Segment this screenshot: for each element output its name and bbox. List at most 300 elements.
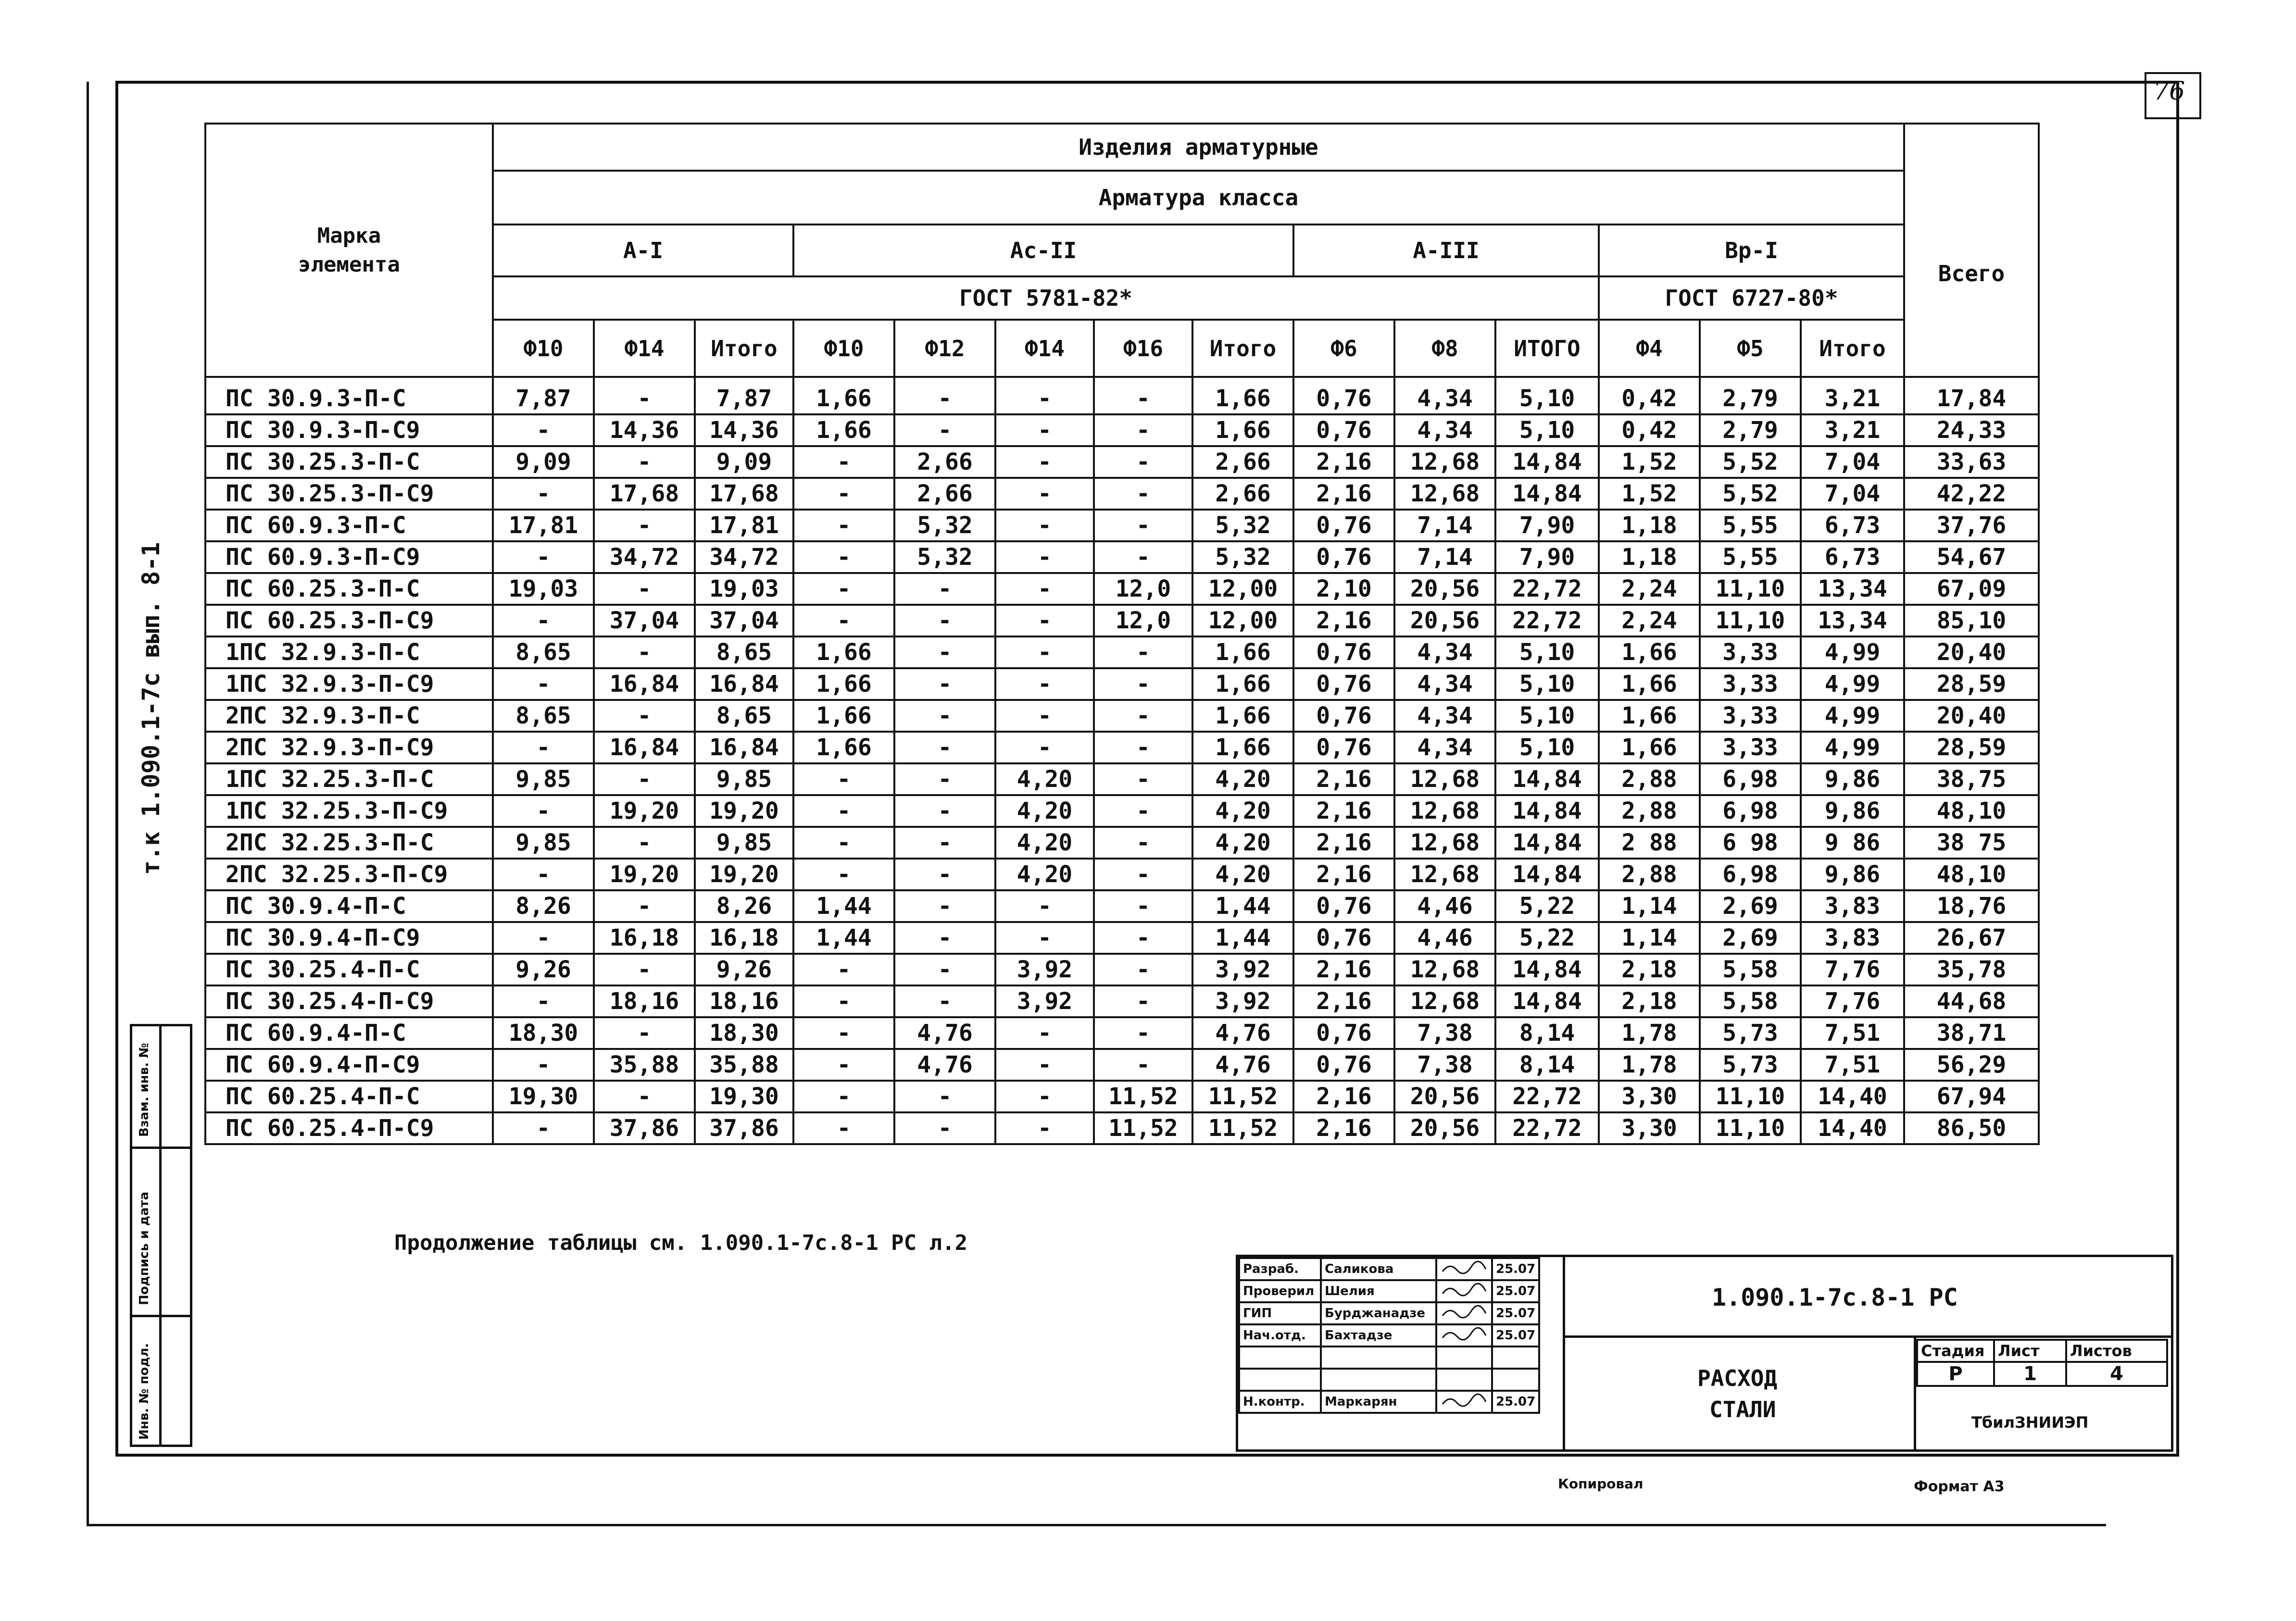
- table-cell: 12,68: [1394, 859, 1495, 890]
- table-cell: -: [894, 890, 995, 922]
- table-cell: 7,90: [1495, 541, 1599, 573]
- table-cell: 20,56: [1394, 573, 1495, 605]
- table-cell: 24,33: [1904, 414, 2039, 446]
- table-cell: 1,66: [1192, 414, 1293, 446]
- table-cell: -: [1094, 1017, 1192, 1049]
- table-cell: 5,10: [1495, 700, 1599, 732]
- table-cell: -: [493, 732, 594, 763]
- table-cell: 4,46: [1394, 922, 1495, 954]
- table-cell: 16,18: [695, 922, 793, 954]
- col-header: Ф10: [793, 320, 894, 377]
- table-cell: 0,76: [1293, 377, 1394, 414]
- col-header: Итого: [1192, 320, 1293, 377]
- table-cell: 13,34: [1801, 605, 1904, 636]
- signature-role: [1239, 1369, 1321, 1391]
- table-cell: 37,04: [695, 605, 793, 636]
- table-cell: 0,76: [1293, 922, 1394, 954]
- table-cell: -: [594, 573, 695, 605]
- table-cell: -: [493, 541, 594, 573]
- table-cell: 3,33: [1700, 700, 1801, 732]
- signature-sign: [1436, 1258, 1492, 1280]
- table-cell: -: [1094, 636, 1192, 668]
- table-cell: 34,72: [695, 541, 793, 573]
- table-cell: -: [793, 541, 894, 573]
- table-cell: -: [594, 1017, 695, 1049]
- element-mark: 1ПС 32.25.3-П-С9: [205, 795, 493, 827]
- table-cell: 18,16: [594, 985, 695, 1017]
- table-cell: 20,56: [1394, 1081, 1495, 1112]
- table-cell: 5,32: [1192, 510, 1293, 541]
- table-cell: 85,10: [1904, 605, 2039, 636]
- table-cell: 19,03: [695, 573, 793, 605]
- table-cell: 19,20: [594, 795, 695, 827]
- signature-role: Нач.отд.: [1239, 1324, 1321, 1347]
- table-row: [205, 985, 2039, 1017]
- element-mark: ПС 30.9.4-П-С9: [205, 922, 493, 954]
- table-cell: 19,20: [695, 795, 793, 827]
- table-cell: 9,85: [695, 763, 793, 795]
- table-cell: 14,84: [1495, 446, 1599, 478]
- table-cell: 3,33: [1700, 732, 1801, 763]
- table-cell: 2,10: [1293, 573, 1394, 605]
- table-cell: -: [894, 700, 995, 732]
- table-cell: 2,16: [1293, 1112, 1394, 1144]
- table-cell: 9 86: [1801, 827, 1904, 859]
- table-cell: 1,66: [1192, 732, 1293, 763]
- table-cell: 7,14: [1394, 510, 1495, 541]
- table-cell: 14,84: [1495, 763, 1599, 795]
- signature-date: 25.07: [1492, 1258, 1539, 1280]
- table-cell: 7,90: [1495, 510, 1599, 541]
- table-cell: 4,20: [995, 763, 1094, 795]
- element-mark: ПС 60.9.4-П-С: [205, 1017, 493, 1049]
- table-cell: -: [1094, 700, 1192, 732]
- element-mark: ПС 60.9.3-П-С9: [205, 541, 493, 573]
- table-cell: 1,66: [1192, 700, 1293, 732]
- table-cell: -: [594, 510, 695, 541]
- signature-row: [1239, 1369, 1539, 1391]
- table-cell: 12,00: [1192, 573, 1293, 605]
- table-cell: -: [594, 446, 695, 478]
- element-mark: ПС 30.25.4-П-С: [205, 954, 493, 985]
- table-row: [205, 732, 2039, 763]
- table-cell: -: [894, 795, 995, 827]
- table-cell: 7,04: [1801, 478, 1904, 510]
- table-cell: -: [793, 985, 894, 1017]
- table-cell: 37,86: [695, 1112, 793, 1144]
- table-cell: -: [894, 827, 995, 859]
- table-cell: 1,44: [1192, 922, 1293, 954]
- signature-date: 25.07: [1492, 1280, 1539, 1302]
- element-mark: 2ПС 32.9.3-П-С9: [205, 732, 493, 763]
- element-mark: ПС 30.25.3-П-С: [205, 446, 493, 478]
- class-vr1: Вр-I: [1599, 224, 1904, 276]
- table-cell: -: [594, 954, 695, 985]
- table-cell: 5,73: [1700, 1049, 1801, 1081]
- table-cell: -: [1094, 1049, 1192, 1081]
- table-cell: 0,42: [1599, 414, 1700, 446]
- table-cell: 16,84: [594, 668, 695, 700]
- signatures-table: [1238, 1257, 1540, 1414]
- table-cell: -: [793, 478, 894, 510]
- table-cell: 7,51: [1801, 1049, 1904, 1081]
- table-cell: 3,83: [1801, 922, 1904, 954]
- table-cell: -: [995, 377, 1094, 414]
- table-cell: 4,20: [1192, 763, 1293, 795]
- table-cell: 16,18: [594, 922, 695, 954]
- table-cell: 17,68: [594, 478, 695, 510]
- table-cell: 67,94: [1904, 1081, 2039, 1112]
- table-cell: 4,20: [995, 795, 1094, 827]
- stage-value: Р: [1917, 1362, 1994, 1386]
- table-cell: 2,16: [1293, 954, 1394, 985]
- table-cell: 4,20: [995, 827, 1094, 859]
- table-cell: 3,21: [1801, 414, 1904, 446]
- table-cell: -: [894, 922, 995, 954]
- table-cell: 1,66: [1192, 377, 1293, 414]
- table-cell: 18,76: [1904, 890, 2039, 922]
- table-cell: 5,58: [1700, 985, 1801, 1017]
- outer-left-line: [87, 82, 89, 1524]
- table-row: [205, 922, 2039, 954]
- table-cell: 4,20: [1192, 795, 1293, 827]
- col-header: Ф10: [493, 320, 594, 377]
- signature-date: 25.07: [1492, 1324, 1539, 1347]
- table-cell: 4,76: [1192, 1017, 1293, 1049]
- table-cell: 3,30: [1599, 1081, 1700, 1112]
- signature-row: [1239, 1324, 1539, 1347]
- table-cell: 2,18: [1599, 954, 1700, 985]
- table-row: [205, 636, 2039, 668]
- element-mark: 2ПС 32.25.3-П-С9: [205, 859, 493, 890]
- table-cell: -: [995, 732, 1094, 763]
- table-cell: 9,86: [1801, 795, 1904, 827]
- col-header: Итого: [695, 320, 793, 377]
- table-cell: 11,10: [1700, 573, 1801, 605]
- table-cell: -: [493, 859, 594, 890]
- table-cell: 0,76: [1293, 414, 1394, 446]
- element-mark: 1ПС 32.25.3-П-С: [205, 763, 493, 795]
- table-cell: 19,20: [695, 859, 793, 890]
- table-cell: -: [894, 636, 995, 668]
- table-cell: 2,88: [1599, 859, 1700, 890]
- signature-role: Н.контр.: [1239, 1391, 1321, 1413]
- table-cell: 12,68: [1394, 478, 1495, 510]
- table-cell: -: [894, 763, 995, 795]
- table-cell: 6,73: [1801, 510, 1904, 541]
- table-cell: -: [594, 377, 695, 414]
- table-cell: 5,55: [1700, 510, 1801, 541]
- table-cell: -: [894, 668, 995, 700]
- table-cell: 37,76: [1904, 510, 2039, 541]
- table-cell: -: [493, 795, 594, 827]
- table-cell: 3,33: [1700, 636, 1801, 668]
- table-cell: -: [1094, 377, 1192, 414]
- table-cell: 20,40: [1904, 636, 2039, 668]
- table-cell: -: [894, 377, 995, 414]
- table-cell: -: [995, 700, 1094, 732]
- table-cell: 19,03: [493, 573, 594, 605]
- table-cell: 1,66: [1599, 700, 1700, 732]
- table-cell: 2,16: [1293, 827, 1394, 859]
- table-cell: 8,65: [493, 636, 594, 668]
- table-cell: -: [995, 1017, 1094, 1049]
- table-cell: -: [793, 795, 894, 827]
- table-cell: 11,10: [1700, 1081, 1801, 1112]
- table-cell: 2,66: [894, 478, 995, 510]
- element-mark: 2ПС 32.25.3-П-С: [205, 827, 493, 859]
- signature-sign: [1436, 1391, 1492, 1413]
- table-cell: 14,84: [1495, 795, 1599, 827]
- table-cell: 8,26: [493, 890, 594, 922]
- table-cell: -: [594, 1081, 695, 1112]
- table-row: [205, 1112, 2039, 1144]
- class-as2: Ас-II: [793, 224, 1293, 276]
- signature-sign: [1436, 1302, 1492, 1324]
- table-cell: -: [995, 573, 1094, 605]
- header-total: Всего: [1904, 171, 2039, 377]
- table-cell: -: [995, 541, 1094, 573]
- stage-label: Стадия: [1917, 1340, 1994, 1362]
- table-cell: -: [493, 1049, 594, 1081]
- table-cell: 5,10: [1495, 732, 1599, 763]
- title-hline-1: [1563, 1335, 2173, 1338]
- table-cell: 4,76: [894, 1049, 995, 1081]
- table-cell: 86,50: [1904, 1112, 2039, 1144]
- element-mark: 1ПС 32.9.3-П-С: [205, 636, 493, 668]
- class-a1: А-I: [493, 224, 793, 276]
- table-cell: -: [793, 1112, 894, 1144]
- table-cell: -: [1094, 795, 1192, 827]
- table-cell: 9,85: [695, 827, 793, 859]
- table-cell: 1,78: [1599, 1017, 1700, 1049]
- table-cell: -: [894, 1081, 995, 1112]
- col-header: Ф4: [1599, 320, 1700, 377]
- table-cell: 12,68: [1394, 954, 1495, 985]
- table-cell: 13,34: [1801, 573, 1904, 605]
- table-cell: 12,68: [1394, 985, 1495, 1017]
- table-cell: 19,30: [493, 1081, 594, 1112]
- table-cell: -: [894, 1112, 995, 1144]
- table-cell: 22,72: [1495, 573, 1599, 605]
- signature-row: [1239, 1391, 1539, 1413]
- table-cell: -: [793, 446, 894, 478]
- table-cell: 6,98: [1700, 795, 1801, 827]
- table-cell: 0,76: [1293, 1049, 1394, 1081]
- table-cell: -: [995, 1112, 1094, 1144]
- element-mark: ПС 60.25.3-П-С: [205, 573, 493, 605]
- signature-role: [1239, 1347, 1321, 1369]
- title-vline-1: [1563, 1257, 1565, 1449]
- table-cell: 1,66: [793, 414, 894, 446]
- table-cell: 14,36: [594, 414, 695, 446]
- table-cell: 4,20: [995, 859, 1094, 890]
- organization: ТбилЗНИИЭП: [1971, 1413, 2089, 1432]
- table-cell: -: [995, 414, 1094, 446]
- table-cell: 5,52: [1700, 446, 1801, 478]
- table-cell: 18,30: [695, 1017, 793, 1049]
- steel-consumption-table: [204, 123, 2040, 1145]
- table-cell: 11,52: [1094, 1112, 1192, 1144]
- element-mark: ПС 30.9.3-П-С9: [205, 414, 493, 446]
- table-cell: -: [894, 732, 995, 763]
- gost-5781: ГОСТ 5781-82*: [493, 276, 1599, 320]
- table-cell: -: [793, 1017, 894, 1049]
- col-header: Ф14: [594, 320, 695, 377]
- table-cell: -: [995, 446, 1094, 478]
- table-cell: 4,20: [1192, 827, 1293, 859]
- table-cell: 9,26: [493, 954, 594, 985]
- table-cell: -: [493, 414, 594, 446]
- table-cell: 26,67: [1904, 922, 2039, 954]
- table-cell: 8,65: [493, 700, 594, 732]
- table-cell: -: [1094, 922, 1192, 954]
- element-mark: ПС 60.9.3-П-С: [205, 510, 493, 541]
- table-cell: 5,55: [1700, 541, 1801, 573]
- sheets-value: 4: [2066, 1362, 2167, 1386]
- table-cell: 20,56: [1394, 605, 1495, 636]
- col-header: Ф8: [1394, 320, 1495, 377]
- table-cell: 1,66: [793, 636, 894, 668]
- doc-title-1: РАСХОД: [1697, 1365, 1778, 1391]
- doc-code: 1.090.1-7с.8-1 РС: [1712, 1284, 1958, 1311]
- table-cell: 56,29: [1904, 1049, 2039, 1081]
- table-cell: -: [1094, 478, 1192, 510]
- table-cell: -: [1094, 859, 1192, 890]
- table-cell: 2,16: [1293, 985, 1394, 1017]
- table-cell: -: [1094, 890, 1192, 922]
- table-cell: 2,16: [1293, 763, 1394, 795]
- table-cell: -: [995, 1081, 1094, 1112]
- table-cell: 2,24: [1599, 573, 1700, 605]
- table-cell: 2,88: [1599, 763, 1700, 795]
- table-cell: 22,72: [1495, 605, 1599, 636]
- table-cell: -: [995, 1049, 1094, 1081]
- col-header: ИТОГО: [1495, 320, 1599, 377]
- signature-name: [1321, 1347, 1436, 1369]
- table-cell: 5,32: [1192, 541, 1293, 573]
- table-cell: 1,66: [1192, 668, 1293, 700]
- stage-table: [1916, 1339, 2168, 1387]
- table-cell: 4,34: [1394, 636, 1495, 668]
- table-cell: 2,88: [1599, 795, 1700, 827]
- table-cell: 4,99: [1801, 636, 1904, 668]
- table-cell: 16,84: [695, 668, 793, 700]
- table-cell: 3,33: [1700, 668, 1801, 700]
- table-cell: 12,68: [1394, 827, 1495, 859]
- table-cell: 11,10: [1700, 605, 1801, 636]
- table-cell: 5,22: [1495, 890, 1599, 922]
- table-cell: 8,14: [1495, 1017, 1599, 1049]
- element-mark: ПС 60.25.3-П-С9: [205, 605, 493, 636]
- table-cell: 48,10: [1904, 859, 2039, 890]
- table-cell: -: [1094, 446, 1192, 478]
- table-row: [205, 795, 2039, 827]
- table-cell: -: [793, 859, 894, 890]
- table-row: [205, 605, 2039, 636]
- table-cell: 5,10: [1495, 668, 1599, 700]
- table-cell: 2,79: [1700, 377, 1801, 414]
- table-row: [205, 890, 2039, 922]
- table-cell: 12,0: [1094, 605, 1192, 636]
- table-cell: 7,14: [1394, 541, 1495, 573]
- table-cell: -: [995, 478, 1094, 510]
- table-cell: 17,68: [695, 478, 793, 510]
- table-cell: 1,78: [1599, 1049, 1700, 1081]
- table-cell: -: [493, 668, 594, 700]
- table-cell: 19,20: [594, 859, 695, 890]
- signature-role: Проверил: [1239, 1280, 1321, 1302]
- table-cell: -: [995, 890, 1094, 922]
- table-row: [205, 700, 2039, 732]
- table-cell: 9,86: [1801, 859, 1904, 890]
- table-cell: 12,68: [1394, 763, 1495, 795]
- table-cell: 4,34: [1394, 414, 1495, 446]
- element-mark: 1ПС 32.9.3-П-С9: [205, 668, 493, 700]
- element-mark: ПС 30.9.3-П-С: [205, 377, 493, 414]
- table-cell: -: [894, 414, 995, 446]
- table-cell: 16,84: [594, 732, 695, 763]
- table-cell: 0,76: [1293, 510, 1394, 541]
- signature-sign: [1436, 1280, 1492, 1302]
- table-body: [205, 377, 2039, 1144]
- table-cell: 67,09: [1904, 573, 2039, 605]
- signature-date: [1492, 1347, 1539, 1369]
- table-cell: 6,98: [1700, 763, 1801, 795]
- table-cell: 9,86: [1801, 763, 1904, 795]
- table-cell: 17,81: [695, 510, 793, 541]
- table-row: [205, 541, 2039, 573]
- col-header: Ф5: [1700, 320, 1801, 377]
- table-cell: 3,92: [995, 985, 1094, 1017]
- table-cell: 28,59: [1904, 668, 2039, 700]
- table-cell: 2,16: [1293, 478, 1394, 510]
- table-cell: 54,67: [1904, 541, 2039, 573]
- table-cell: 2,16: [1293, 859, 1394, 890]
- table-cell: 20,56: [1394, 1112, 1495, 1144]
- continuation-note: Продолжение таблицы см. 1.090.1-7с.8-1 РС л.2: [394, 1231, 968, 1255]
- table-cell: 14,84: [1495, 478, 1599, 510]
- table-cell: -: [1094, 510, 1192, 541]
- table-cell: 1,66: [1599, 636, 1700, 668]
- table-cell: 14,40: [1801, 1081, 1904, 1112]
- table-cell: 1,66: [1599, 732, 1700, 763]
- table-cell: 44,68: [1904, 985, 2039, 1017]
- table-cell: 6 98: [1700, 827, 1801, 859]
- table-cell: 8,26: [695, 890, 793, 922]
- table-cell: 17,84: [1904, 377, 2039, 414]
- table-cell: 7,87: [493, 377, 594, 414]
- signature-sign: [1436, 1369, 1492, 1391]
- table-cell: 1,14: [1599, 890, 1700, 922]
- table-cell: 9,09: [493, 446, 594, 478]
- table-cell: 4,34: [1394, 377, 1495, 414]
- signature-date: 25.07: [1492, 1391, 1539, 1413]
- table-cell: 1,18: [1599, 510, 1700, 541]
- table-cell: 1,18: [1599, 541, 1700, 573]
- table-cell: 1,14: [1599, 922, 1700, 954]
- table-row: [205, 510, 2039, 541]
- table-cell: 2,69: [1700, 890, 1801, 922]
- table-cell: -: [793, 827, 894, 859]
- signature-sign: [1436, 1324, 1492, 1347]
- table-cell: 1,44: [1192, 890, 1293, 922]
- table-cell: -: [894, 985, 995, 1017]
- table-cell: 5,73: [1700, 1017, 1801, 1049]
- table-cell: 5,10: [1495, 377, 1599, 414]
- table-cell: 2,16: [1293, 795, 1394, 827]
- sheet-value: 1: [1994, 1362, 2066, 1386]
